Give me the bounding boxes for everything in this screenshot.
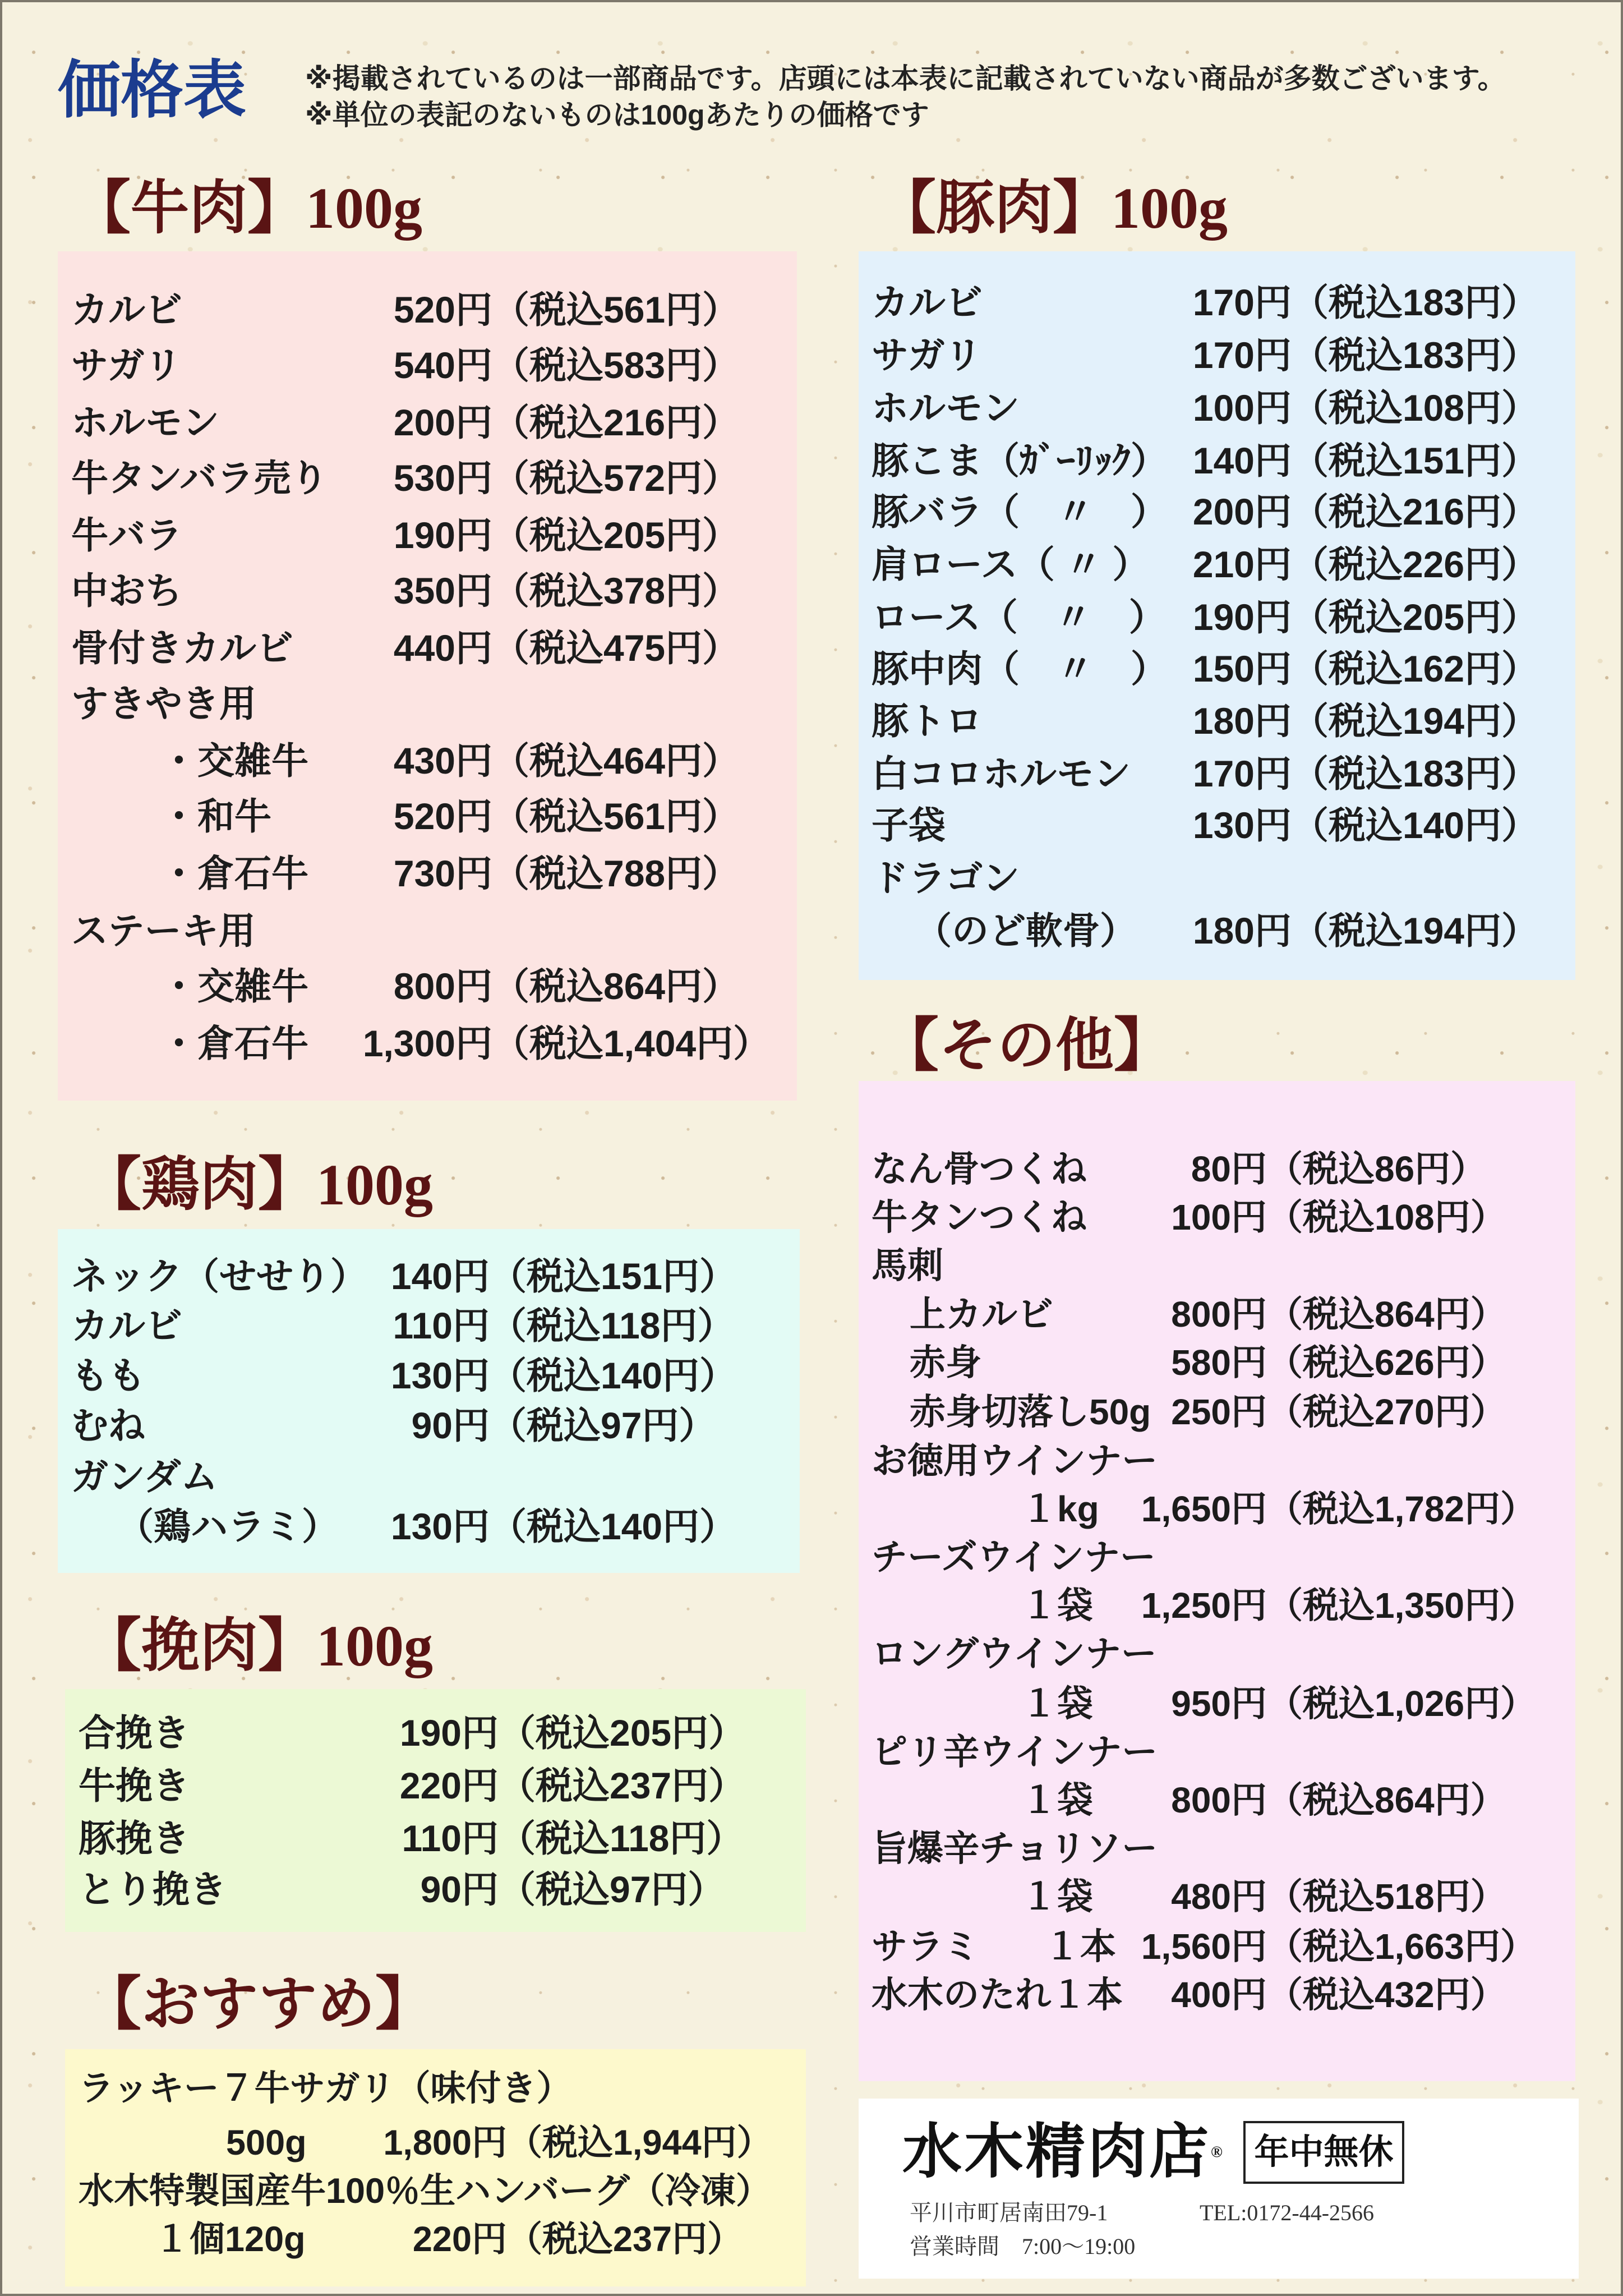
item-price-with-tax: （税込183円） xyxy=(1292,282,1539,323)
item-name: カルビ xyxy=(71,1305,182,1346)
item-price: 1,300円 xyxy=(362,1023,492,1064)
item-name: 水木のたれ１本 xyxy=(872,1975,1123,2015)
item-price: 480円 xyxy=(1171,1876,1267,1917)
item-name: カルビ xyxy=(71,289,182,330)
category-row xyxy=(859,1635,1575,1673)
item-price-with-tax: （税込518円） xyxy=(1267,1876,1506,1917)
item-price: 400円 xyxy=(1171,1975,1267,2015)
price-row xyxy=(58,290,797,329)
item-price-with-tax: （税込86円） xyxy=(1267,1149,1487,1189)
item-price-with-tax: （税込475円） xyxy=(492,627,740,669)
price-row xyxy=(58,1306,800,1345)
price-row xyxy=(58,1507,800,1546)
price-row xyxy=(58,1356,800,1395)
item-name: （鶏ハラミ） xyxy=(117,1506,339,1547)
item-price-with-tax: （税込108円） xyxy=(1292,387,1539,429)
item-price: 200円 xyxy=(393,402,492,443)
item-price-with-tax: （税込140円） xyxy=(1292,804,1539,846)
section-title-chicken: 【鶏肉】100g xyxy=(83,1153,434,1217)
item-name: 豚こま（ｶﾞｰﾘｯｸ） xyxy=(872,440,1168,481)
item-price-with-tax: （税込626円） xyxy=(1267,1342,1506,1383)
item-price: 140円 xyxy=(1192,440,1292,481)
item-price-with-tax: （税込378円） xyxy=(492,570,740,611)
price-row xyxy=(65,1713,806,1752)
open-all-year-badge: 年中無休 xyxy=(1243,2121,1404,2184)
item-name: 骨付きカルビ xyxy=(71,627,293,669)
header-note: ※単位の表記のないものは100gあたりの価格です xyxy=(305,99,929,131)
item-price-with-tax: （税込216円） xyxy=(1292,491,1539,532)
price-row xyxy=(859,1393,1575,1431)
shop-phone: TEL:0172-44-2566 xyxy=(1200,2200,1375,2225)
item-price-with-tax: （税込237円） xyxy=(507,2220,743,2259)
price-row xyxy=(58,1024,797,1063)
item-row xyxy=(65,2173,806,2210)
item-name: ホルモン xyxy=(71,402,219,443)
item-name: 子袋 xyxy=(872,804,946,846)
price-row xyxy=(58,854,797,893)
price-row xyxy=(859,1490,1575,1528)
price-row xyxy=(859,1295,1575,1333)
item-price: 140円 xyxy=(390,1255,490,1297)
item-price: 350円 xyxy=(393,570,492,611)
item-price-with-tax: （税込183円） xyxy=(1292,753,1539,794)
item-price-with-tax: （税込237円） xyxy=(499,1765,746,1806)
item-name: ・倉石牛 xyxy=(160,853,308,894)
item-price-with-tax: （税込561円） xyxy=(492,289,740,330)
price-row xyxy=(859,1878,1575,1916)
item-price-with-tax: （税込183円） xyxy=(1292,334,1539,376)
price-row xyxy=(65,1819,806,1858)
item-name: ロース（ 〃 ） xyxy=(872,596,1166,638)
price-row xyxy=(859,911,1575,950)
item-price-with-tax: （税込1,026円） xyxy=(1267,1683,1537,1724)
price-row xyxy=(859,1150,1575,1188)
item-name: 豚トロ xyxy=(872,700,983,742)
item-price-with-tax: （税込205円） xyxy=(1292,596,1539,638)
item-name: もも xyxy=(71,1355,145,1396)
shop-info-box xyxy=(859,2099,1579,2279)
item-price: 100円 xyxy=(1192,387,1292,429)
item-price: 190円 xyxy=(1192,596,1292,638)
other-price-box xyxy=(859,1081,1575,2081)
item-price: 540円 xyxy=(393,344,492,386)
category-row xyxy=(859,1246,1575,1285)
item-price: 190円 xyxy=(399,1712,499,1754)
item-name: 上カルビ xyxy=(910,1294,1053,1335)
item-price-with-tax: （税込270円） xyxy=(1267,1392,1506,1432)
item-price-with-tax: （税込1,404円） xyxy=(492,1023,771,1064)
item-name: カルビ xyxy=(872,282,983,323)
price-row xyxy=(58,741,797,780)
item-price: 200円 xyxy=(1192,491,1292,532)
item-unit: １kg xyxy=(1021,1489,1099,1529)
item-price-with-tax: （税込151円） xyxy=(490,1255,737,1297)
item-price-with-tax: （税込140円） xyxy=(490,1506,737,1547)
category-name: すきやき用 xyxy=(71,683,256,724)
price-row xyxy=(58,403,797,442)
price-row xyxy=(58,797,797,836)
item-price: 130円 xyxy=(390,1355,490,1396)
item-name: サガリ xyxy=(872,334,982,376)
item-price-with-tax: （税込864円） xyxy=(492,965,740,1007)
price-row xyxy=(859,754,1575,793)
recommended-price-box xyxy=(65,2049,806,2286)
item-name: なん骨つくね xyxy=(872,1149,1087,1189)
item-price-with-tax: （税込205円） xyxy=(492,514,740,556)
price-row xyxy=(65,1766,806,1805)
item-price-with-tax: （税込118円） xyxy=(490,1305,735,1346)
item-name: （のど軟骨） xyxy=(915,910,1137,951)
item-name: 赤身切落し50g xyxy=(910,1392,1151,1432)
item-price: 170円 xyxy=(1192,282,1292,323)
item-unit: １袋 xyxy=(1021,1876,1093,1917)
item-name: 牛タンつくね xyxy=(872,1197,1087,1237)
price-row xyxy=(859,597,1575,637)
price-row xyxy=(859,1781,1575,1819)
item-price: 90円 xyxy=(420,1869,499,1910)
item-name: サガリ xyxy=(71,344,182,386)
item-price: 210円 xyxy=(1192,544,1292,585)
pork-price-box xyxy=(859,251,1575,980)
price-row xyxy=(58,967,797,1006)
category-row xyxy=(58,1457,800,1496)
item-price: 90円 xyxy=(411,1405,490,1446)
item-price-with-tax: （税込194円） xyxy=(1292,910,1539,951)
item-price: 440円 xyxy=(393,627,492,669)
item-price-with-tax: （税込216円） xyxy=(492,402,740,443)
section-title-other: 【その他】 xyxy=(880,1014,1173,1078)
item-price: 530円 xyxy=(393,457,492,499)
item-price: 130円 xyxy=(1192,804,1292,846)
price-row xyxy=(58,516,797,555)
item-name: ・交雑牛 xyxy=(160,740,308,781)
item-name: 水木特製国産牛100％生ハンバーグ（冷凍） xyxy=(79,2171,771,2211)
shop-logo xyxy=(902,2121,1223,2184)
item-price: 170円 xyxy=(1192,334,1292,376)
item-price: 150円 xyxy=(1192,648,1292,689)
item-price-with-tax: （税込572円） xyxy=(492,457,740,499)
category-row xyxy=(859,1442,1575,1480)
price-row xyxy=(58,1257,800,1296)
item-name: ・和牛 xyxy=(160,795,271,837)
item-price-with-tax: （税込432円） xyxy=(1267,1975,1506,2015)
item-name: サラミ xyxy=(872,1926,979,1967)
item-price: 180円 xyxy=(1192,700,1292,742)
item-price: 220円 xyxy=(412,2220,507,2259)
shop-address: 平川市町居南田79-1 xyxy=(910,2200,1108,2225)
section-title-recommended: 【おすすめ】 xyxy=(83,1972,434,2037)
item-name: チーズウインナー xyxy=(872,1537,1156,1577)
price-row xyxy=(859,335,1575,375)
price-row xyxy=(58,346,797,385)
item-price: 110円 xyxy=(402,1818,499,1859)
item-price: 180円 xyxy=(1192,910,1292,951)
item-price: 430円 xyxy=(393,740,492,781)
item-price-with-tax: （税込788円） xyxy=(492,853,740,894)
item-price-with-tax: （税込583円） xyxy=(492,344,740,386)
category-row xyxy=(859,1829,1575,1867)
header-note: ※掲載されているのは一部商品です。店頭には本表に記載されていない商品が多数ございます。 xyxy=(305,63,1506,94)
item-unit: １個120g xyxy=(154,2220,306,2259)
category-row xyxy=(58,911,797,950)
item-name: お徳用ウインナー xyxy=(872,1441,1158,1481)
item-price: 190円 xyxy=(393,514,492,556)
item-name: 旨爆辛チョリソー xyxy=(872,1828,1158,1869)
category-row xyxy=(859,1733,1575,1771)
item-price-with-tax: （税込118円） xyxy=(499,1818,744,1859)
shop-logo-text: 水木精肉店 xyxy=(902,2119,1211,2185)
item-name: ・交雑牛 xyxy=(160,965,308,1007)
item-unit: １袋 xyxy=(1021,1780,1093,1820)
chicken-price-box xyxy=(58,1229,800,1573)
item-price: 220円 xyxy=(399,1765,499,1806)
category-row xyxy=(859,1538,1575,1576)
item-price: 800円 xyxy=(1171,1294,1267,1335)
category-row xyxy=(859,858,1575,898)
category-name: 馬刺 xyxy=(872,1245,943,1286)
item-price: 100円 xyxy=(1171,1197,1267,1237)
item-price-with-tax: （税込864円） xyxy=(1267,1780,1506,1820)
price-row xyxy=(859,283,1575,322)
price-row xyxy=(65,2221,806,2258)
item-price-with-tax: （税込1,663円） xyxy=(1267,1926,1537,1967)
item-price: 800円 xyxy=(1171,1780,1267,1820)
registered-mark: ® xyxy=(1211,2143,1223,2161)
item-name: 肩ロース（ 〃 ） xyxy=(872,544,1150,585)
item-price-with-tax: （税込140円） xyxy=(490,1355,737,1396)
section-title-pork: 【豚肉】100g xyxy=(878,176,1228,241)
section-title-minced: 【挽肉】100g xyxy=(83,1614,434,1678)
item-price: 520円 xyxy=(393,795,492,837)
item-name: 白コロホルモン xyxy=(872,753,1131,794)
item-price-with-tax: （税込1,782円） xyxy=(1267,1489,1537,1529)
price-row xyxy=(859,1343,1575,1382)
item-name: とり挽き xyxy=(79,1869,227,1910)
item-name: ガンダム xyxy=(71,1456,218,1497)
price-row xyxy=(859,649,1575,688)
price-row xyxy=(859,441,1575,480)
shop-hours: 営業時間 7:00〜19:00 xyxy=(910,2234,1136,2259)
item-unit: １袋 xyxy=(1021,1683,1093,1724)
item-name: 赤身 xyxy=(910,1342,981,1383)
item-name: 牛バラ xyxy=(71,514,182,556)
item-name: 豚挽き xyxy=(79,1818,190,1859)
item-price: 170円 xyxy=(1192,753,1292,794)
item-row xyxy=(65,2070,806,2107)
item-name: ロングウインナー xyxy=(872,1634,1157,1674)
item-price: 520円 xyxy=(393,289,492,330)
item-name: 豚バラ（ 〃 ） xyxy=(872,491,1168,532)
item-price-with-tax: （税込97円） xyxy=(499,1869,725,1910)
price-row xyxy=(859,1976,1575,2014)
item-price-with-tax: （税込226円） xyxy=(1292,544,1539,585)
item-price-with-tax: （税込97円） xyxy=(490,1405,716,1446)
item-price-with-tax: （税込162円） xyxy=(1292,648,1539,689)
item-price-with-tax: （税込464円） xyxy=(492,740,740,781)
item-price-with-tax: （税込561円） xyxy=(492,795,740,837)
item-name: ネック（せせり） xyxy=(71,1255,367,1297)
item-price: 250円 xyxy=(1171,1392,1267,1432)
price-row xyxy=(65,1870,806,1909)
item-price: 950円 xyxy=(1171,1683,1267,1724)
item-name: 豚中肉（ 〃 ） xyxy=(872,648,1168,689)
item-price-with-tax: （税込151円） xyxy=(1292,440,1539,481)
price-row xyxy=(859,1586,1575,1625)
item-name: むね xyxy=(71,1405,145,1446)
item-name: ドラゴン xyxy=(872,857,1020,899)
price-row xyxy=(859,388,1575,427)
item-name: 牛挽き xyxy=(79,1765,190,1806)
price-row xyxy=(859,701,1575,740)
item-price-with-tax: （税込205円） xyxy=(499,1712,746,1754)
category-row xyxy=(58,684,797,723)
minced-price-box xyxy=(65,1689,806,1932)
item-unit: 500g xyxy=(226,2123,307,2162)
item-unit: １袋 xyxy=(1021,1585,1093,1626)
item-name: ホルモン xyxy=(872,387,1020,429)
price-row xyxy=(58,628,797,668)
item-price: 1,800円 xyxy=(383,2123,507,2162)
item-price: 730円 xyxy=(393,853,492,894)
item-name: 合挽き xyxy=(79,1712,190,1754)
price-row xyxy=(859,492,1575,531)
item-name: ラッキー７牛サガリ（味付き） xyxy=(79,2069,572,2108)
item-price: 80円 xyxy=(1191,1149,1267,1189)
beef-price-box xyxy=(58,251,797,1101)
item-price: 800円 xyxy=(393,965,492,1007)
item-price-with-tax: （税込1,350円） xyxy=(1267,1585,1537,1626)
item-price: 580円 xyxy=(1171,1342,1267,1383)
price-row xyxy=(58,1406,800,1445)
category-name: ステーキ用 xyxy=(71,910,256,951)
item-price: 1,560円 xyxy=(1141,1926,1267,1967)
item-name: 牛タンバラ売り xyxy=(71,457,328,499)
item-unit: １本 xyxy=(1044,1926,1116,1967)
page-title: 価格表 xyxy=(58,55,246,125)
item-price: 110円 xyxy=(393,1305,490,1346)
price-row xyxy=(58,571,797,610)
item-price: 1,650円 xyxy=(1141,1489,1267,1529)
item-price: 1,250円 xyxy=(1141,1585,1267,1626)
item-name: ・倉石牛 xyxy=(160,1023,308,1064)
price-row xyxy=(58,458,797,498)
section-title-beef: 【牛肉】100g xyxy=(72,176,423,241)
item-price-with-tax: （税込1,944円） xyxy=(507,2123,772,2162)
price-row xyxy=(859,1685,1575,1723)
price-row xyxy=(859,1198,1575,1236)
price-row xyxy=(65,2124,806,2161)
item-price-with-tax: （税込108円） xyxy=(1267,1197,1506,1237)
item-price: 130円 xyxy=(390,1506,490,1547)
price-row xyxy=(859,806,1575,845)
item-price-with-tax: （税込864円） xyxy=(1267,1294,1506,1335)
item-name: ピリ辛ウインナー xyxy=(872,1732,1158,1772)
price-row xyxy=(859,545,1575,584)
price-row xyxy=(859,1927,1575,1966)
item-price-with-tax: （税込194円） xyxy=(1292,700,1539,742)
item-name: 中おち xyxy=(71,570,182,611)
